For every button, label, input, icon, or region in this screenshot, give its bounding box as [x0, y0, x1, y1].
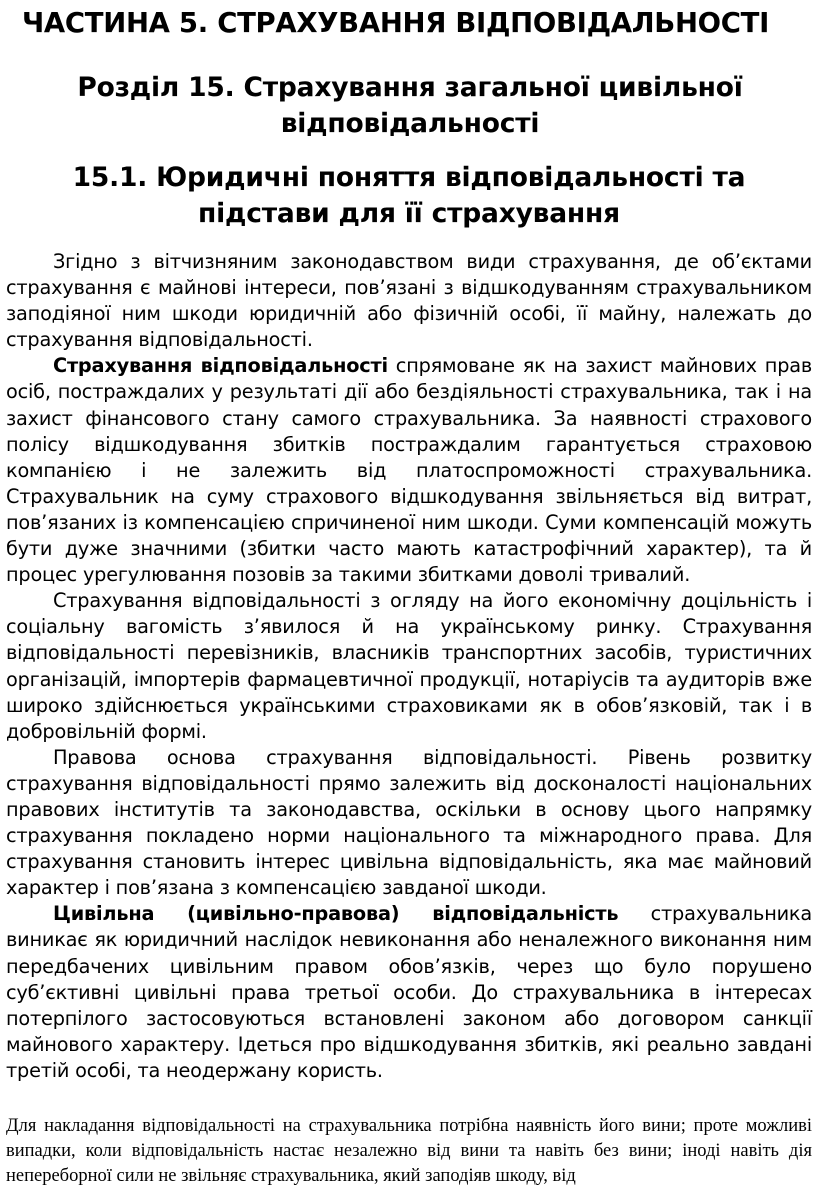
- paragraph: [6, 588, 812, 745]
- subsection-title: 15.1. Юридичні поняття відповідальності та підстави для її страхування: [72, 162, 746, 229]
- body-text: [6, 249, 812, 1084]
- bold-term: Страхування відповідальності: [53, 354, 388, 378]
- section-title: Розділ 15. Страхування загальної цивільної відповідальності: [77, 72, 743, 139]
- paragraph: [6, 901, 812, 1084]
- part-title: ЧАСТИНА 5. СТРАХУВАННЯ ВІДПОВІДАЛЬНОСТІ: [22, 7, 770, 39]
- paragraph-text: Згідно з вітчизняним законодавством види страхування, де об’єктами страхування є майнові інтереси, пов’язані з відшкодуванням страхувальником заподіяної ним шкоди юридичній або фізичній особі, її майну, належать до страхування відповідальності.: [6, 250, 812, 352]
- paragraph: [6, 745, 812, 902]
- bold-term: Цивільна (цивільно-правова) відповідальність: [53, 902, 619, 926]
- paragraph-text: страхувальника виникає як юридичний наслідок невиконання або неналежного виконання ним передбачених цивільним правом обов’язків, через що було порушено суб’єктивні цивільні права третьої особи. До страхувальника в інтересах потерпілого застосовуються встановлені законом або договором санкції майнового характеру. Ідеться про відшкодування збитків, які реально завдані третій особі, та неодержану користь.: [6, 902, 812, 1082]
- footnote-text: Для накладання відповідальності на страхувальника потрібна наявність його вини; проте можливі випадки, коли відповідальність настає незалежно від вини та навіть без вини; іноді навіть дія непереборної сили не звільняє страхувальника, який заподіяв шкоду, від: [6, 1116, 812, 1186]
- paragraph: [6, 353, 812, 588]
- paragraph: [6, 249, 812, 353]
- paragraph-text: спрямоване як на захист майнових прав осіб, постраждалих у результаті дії або бездіяльності страхувальника, так і на захист фінансового стану самого страхувальника. За наявності страхового полісу відшкодування збитків постраждалим гарантується страховою компанією і не залежить від платоспроможності страхувальника. Страхувальник на суму страхового відшкодування звільняється від витрат, пов’язаних із компенсацією спричиненої ним шкоди. Суми компенсацій можуть бути дуже значними (збитки часто мають катастрофічний характер), та й процес урегулювання позовів за такими збитками доволі тривалий.: [6, 354, 813, 587]
- paragraph-text: Правова основа страхування відповідальності. Рівень розвитку страхування відповідальності прямо залежить від досконалості національних правових інститутів та законодавства, оскільки в основу цього напрямку страхування покладено норми національного та міжнародного права. Для страхування становить інтерес цивільна відповідальність, яка має майновий характер і пов’язана з компенсацією завданої шкоди.: [6, 745, 812, 900]
- paragraph-text: Страхування відповідальності з огляду на його економічну доцільність і соціальну вагомість з’явилося й на українському ринку. Страхування відповідальності перевізників, власників транспортних засобів, туристичних організацій, імпортерів фармацевтичної продукції, нотаріусів та аудиторів вже широко здійснюється українськими страховиками як в обов’язковій, так і в добровільній формі.: [6, 589, 812, 743]
